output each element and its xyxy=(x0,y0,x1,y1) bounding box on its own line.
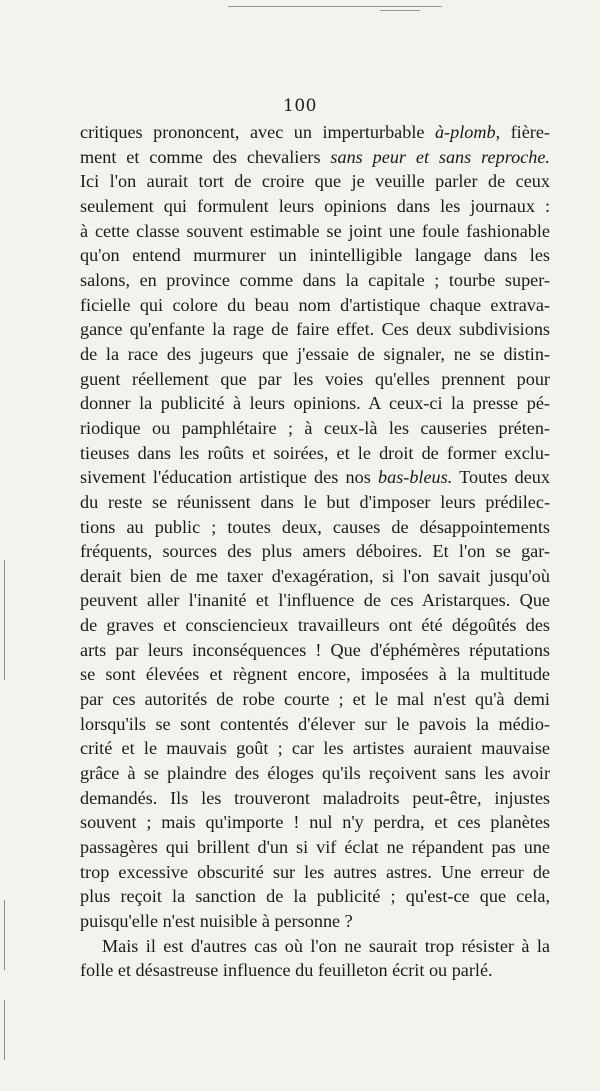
text-segment: arts par leurs inconséquences ! Que d'éphémères réputations xyxy=(80,639,550,660)
text-segment: plus reçoit la sanction de la publicité ; qu'est-ce que cela, xyxy=(80,886,550,907)
text-segment: à-plomb xyxy=(434,122,496,142)
text-line xyxy=(80,515,550,540)
text-line xyxy=(80,194,550,219)
text-segment: se sont élevées et règnent encore, imposées à la multitude xyxy=(80,664,550,685)
text-line xyxy=(80,736,550,761)
text-segment: bas-bleus. xyxy=(378,467,453,488)
text-segment: sans peur et sans reproche. xyxy=(330,146,550,167)
text-segment: passagères qui brillent d'un si vif éclat ne répandent pas une xyxy=(80,837,550,858)
page-number: 100 xyxy=(283,96,317,116)
text-line xyxy=(80,317,550,342)
text-line xyxy=(80,539,550,564)
text-line xyxy=(80,490,550,515)
text-line xyxy=(80,268,550,293)
text-segment: Toutes deux xyxy=(452,467,550,488)
text-segment: , fière- xyxy=(495,122,550,142)
text-segment: lorsqu'ils se sont contentés d'élever sur le pavois la médio- xyxy=(80,713,550,734)
text-segment: souvent ; mais qu'importe ! nul n'y perdra, et ces planètes xyxy=(80,812,550,833)
text-line xyxy=(80,934,550,959)
text-line xyxy=(80,391,550,416)
margin-mark xyxy=(4,560,5,680)
text-line xyxy=(80,712,550,737)
text-segment: seulement qui formulent leurs opinions dans les journaux : xyxy=(80,195,550,216)
text-segment: qu'on entend murmurer un inintelligible langage dans les xyxy=(80,245,550,266)
text-line xyxy=(80,662,550,687)
text-line xyxy=(80,342,550,367)
text-segment: riodique ou pamphlétaire ; à ceux-là les causeries préten- xyxy=(80,417,550,438)
text-segment: à cette classe souvent estimable se joint une foule fashionable xyxy=(80,220,550,241)
text-segment: Mais il est d'autres cas où l'on ne saurait trop résister à la xyxy=(102,935,550,956)
text-segment: puisqu'elle n'est nuisible à personne ? xyxy=(80,911,353,931)
text-segment: tions au public ; toutes deux, causes de désappointements xyxy=(80,516,550,537)
text-segment: de graves et consciencieux travailleurs ont été dégoûtés des xyxy=(80,615,550,636)
text-line xyxy=(80,465,550,490)
text-line xyxy=(80,243,550,268)
text-line xyxy=(80,145,550,170)
text-line xyxy=(80,761,550,786)
text-line xyxy=(80,909,550,934)
margin-mark xyxy=(4,1000,5,1060)
text-segment: ment et comme des chevaliers xyxy=(80,146,331,167)
text-line xyxy=(80,588,550,613)
text-line xyxy=(80,860,550,885)
text-line xyxy=(80,293,550,318)
text-line xyxy=(80,564,550,589)
text-line xyxy=(80,687,550,712)
text-line xyxy=(80,810,550,835)
text-segment: derait bien de me taxer d'exagération, si l'on savait jusqu'où xyxy=(80,565,550,586)
text-line xyxy=(80,638,550,663)
text-line xyxy=(80,884,550,909)
text-segment: sivement l'éducation artistique des nos xyxy=(80,467,379,488)
text-segment: salons, en province comme dans la capitale ; tourbe super- xyxy=(80,269,550,290)
text-line xyxy=(80,786,550,811)
text-segment: du reste se réunissent dans le but d'imposer leurs prédilec- xyxy=(80,491,550,512)
text-segment: guent réellement que par les voies qu'elles prennent pour xyxy=(80,368,550,389)
text-line xyxy=(80,416,550,441)
margin-mark xyxy=(4,900,5,970)
text-segment: crité et le mauvais goût ; car les artistes auraient mauvaise xyxy=(80,738,550,759)
text-segment: ficielle qui colore du beau nom d'artistique chaque extrava- xyxy=(80,294,550,315)
text-segment: de la race des jugeurs que j'essaie de signaler, ne se distin- xyxy=(80,343,550,364)
text-line xyxy=(80,613,550,638)
text-line xyxy=(80,835,550,860)
text-segment: critiques prononcent, avec un imperturbable xyxy=(80,122,435,142)
text-line xyxy=(80,367,550,392)
text-segment: peuvent aller l'inanité et l'influence de ces Aristarques. Que xyxy=(80,590,550,611)
text-segment: donner la publicité à leurs opinions. A ceux-ci la presse pé- xyxy=(80,393,550,414)
top-edge-rule xyxy=(228,6,442,7)
body-text xyxy=(80,120,550,983)
text-line xyxy=(80,219,550,244)
text-segment: gance qu'enfante la rage de faire effet. Ces deux subdivisions xyxy=(80,319,550,340)
text-segment: tieuses dans les roûts et soirées, et le droit de former exclu- xyxy=(80,442,550,463)
text-segment: trop excessive obscurité sur les autres astres. Une erreur de xyxy=(80,861,550,882)
text-line xyxy=(80,958,550,983)
text-line xyxy=(80,120,550,145)
text-segment: fréquents, sources des plus amers déboires. Et l'on se gar- xyxy=(80,541,550,562)
text-segment: demandés. Ils les trouveront maladroits peut-être, injustes xyxy=(80,787,550,808)
text-line xyxy=(80,441,550,466)
top-edge-rule-short xyxy=(380,10,420,11)
text-segment: Ici l'on aurait tort de croire que je veuille parler de ceux xyxy=(80,171,550,192)
text-segment: folle et désastreuse influence du feuilleton écrit ou parlé. xyxy=(80,960,493,981)
text-line xyxy=(80,169,550,194)
text-segment: grâce à se plaindre des éloges qu'ils reçoivent sans les avoir xyxy=(80,763,550,784)
text-segment: par ces autorités de robe courte ; et le mal n'est qu'à demi xyxy=(80,689,550,710)
